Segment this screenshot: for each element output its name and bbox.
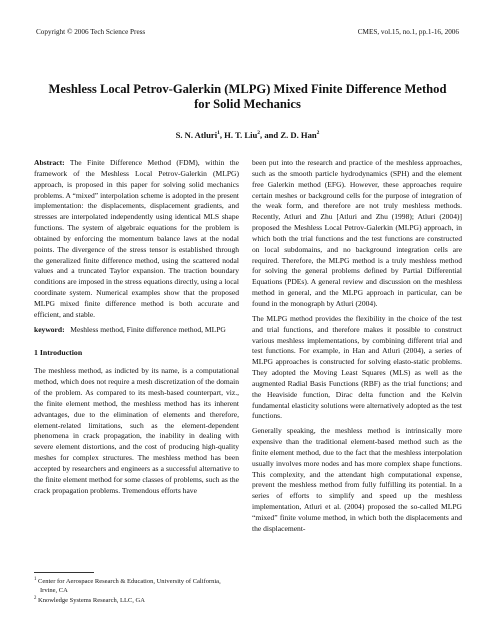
intro-paragraph: Generally speaking, the meshless method is intrinsically more expensive than the traditional element-based method such as the finite element method, due to the fact that the meshless interpolation usually involves more nodes and has more complex shape functions. This complexity, and the attendant high computational expense, prevent the meshless method from fully fulfilling its potential. In a series of efforts to simplify and speed up the meshless implementation, Atluri et al. (2004) proposed the so-called MLPG “mixed” finite volume method, in which both the displacements and the displacement- (252, 426, 462, 533)
affiliation-mark: 1 (217, 130, 220, 137)
author-name: Z. D. Han (280, 130, 317, 140)
footnote-mark: 1 (34, 577, 37, 582)
affiliation-mark: 2 (257, 130, 261, 137)
keywords (34, 325, 239, 336)
intro-paragraph: The meshless method, as indicted by its name, is a computational method, which does not require a mesh discretization of the domain of the problem. As compared to its mesh-based counterpart, viz., the finite element method, the meshless method has its inherent advantages, due to the elimination of elements and therefore, element-related limitations, such as the element-dependent phenomena in crack propagation, the inability in dealing with severe element distortions, and the cost of producing high-quality meshes for complex structures. The meshless method has been accepted by researchers and engineers as a successful alternative to the finite element method for some classes of problems, such as the crack propagation problems. Tremendous efforts have (34, 366, 239, 495)
footnote-text: Center for Aerospace Research & Education, University of California, Irvine, CA (38, 578, 221, 594)
author-name: H. T. Liu (224, 130, 258, 140)
keywords-label: keyword: (34, 324, 65, 334)
footnotes (34, 572, 239, 606)
affiliation-mark: 2 (316, 130, 320, 137)
footnote-mark: 2 (34, 595, 37, 601)
footnote-rule (34, 572, 94, 573)
running-header (36, 28, 459, 36)
intro-paragraph: The MLPG method provides the flexibility in the choice of the test and trial functions, and therefore makes it possible to construct various meshless implementations, by combining different trial and test functions. For example, in Han and Atluri (2004), a series of MLPG approaches is constructed for solving elasto-static problems. They adopted the Moving Least Squares (MLS) as well as the augmented Radial Basis Functions (RBF) as the trial functions; and the Heaviside function, Dirac delta function and the Kelvin fundamental elasticity solutions were alternatively adopted as the test functions. (252, 313, 462, 421)
abstract-text: The Finite Difference Method (FDM), within the framework of the Meshless Local Petrov-Galerkin (MLPG) approach, is proposed in this paper for solving solid mechanics problems. A “mixed” interpolation scheme is adopted in the present implementation: the displacements, displacement gradients, and stresses are interpolated independently using identical MLS shape functions. The system of algebraic equations for the problem is obtained by enforcing the momentum balance laws at the nodal points. The divergence of the stress tensor is established through the generalized finite difference method, using the scattered nodal values and a truncated Taylor expansion. The traction boundary conditions are imposed in the stress equations directly, using a local coordinate system. Numerical examples show that the proposed MLPG mixed finite difference method is both accurate and efficient, and stable. (34, 158, 239, 319)
left-column (34, 158, 239, 500)
footnote-item (34, 576, 239, 595)
abstract-label: Abstract: (34, 158, 65, 167)
section-heading: 1 Introduction (34, 347, 83, 357)
author-name: S. N. Atluri (175, 130, 218, 140)
author-separator: , and (260, 130, 281, 140)
right-column (252, 158, 462, 539)
author-line (0, 130, 495, 140)
journal-citation: CMES, vol.15, no.1, pp.1-16, 2006 (357, 28, 459, 36)
keywords-text: Meshless method, Finite difference method, MLPG (70, 324, 226, 334)
author-separator: , (219, 130, 225, 140)
paper-title: Meshless Local Petrov-Galerkin (MLPG) Mixed Finite Difference Method for Solid Mechanics (48, 82, 447, 111)
abstract (34, 158, 239, 321)
footnote-text: Knowledge Systems Research, LLC, GA (38, 597, 145, 605)
intro-paragraph: been put into the research and practice of the meshless approaches, such as the smooth particle hydrodynamics (SPH) and the element free Galerkin method (EFG). However, these approaches require certain meshes or background cells for the purpose of integration of the weak form, and therefore are not truly meshless methods. Recently, Atluri and Zhu [Atluri and Zhu (1998); Atluri (2004)] proposed the Meshless Local Petrov-Galerkin (MLPG) approach, in which both the trial functions and the test functions are constructed on local subdomains, and no background integration cells are required. Therefore, the MLPG method is a truly meshless method for solving the general problems defined by Partial Differential Equations (PDEs). A general review and discussion on the meshless method in general, and the MLPG approach in particular, can be found in the monograph by Atluri (2004). (252, 158, 462, 308)
copyright-line: Copyright © 2006 Tech Science Press (36, 28, 146, 36)
footnote-item (34, 595, 239, 606)
